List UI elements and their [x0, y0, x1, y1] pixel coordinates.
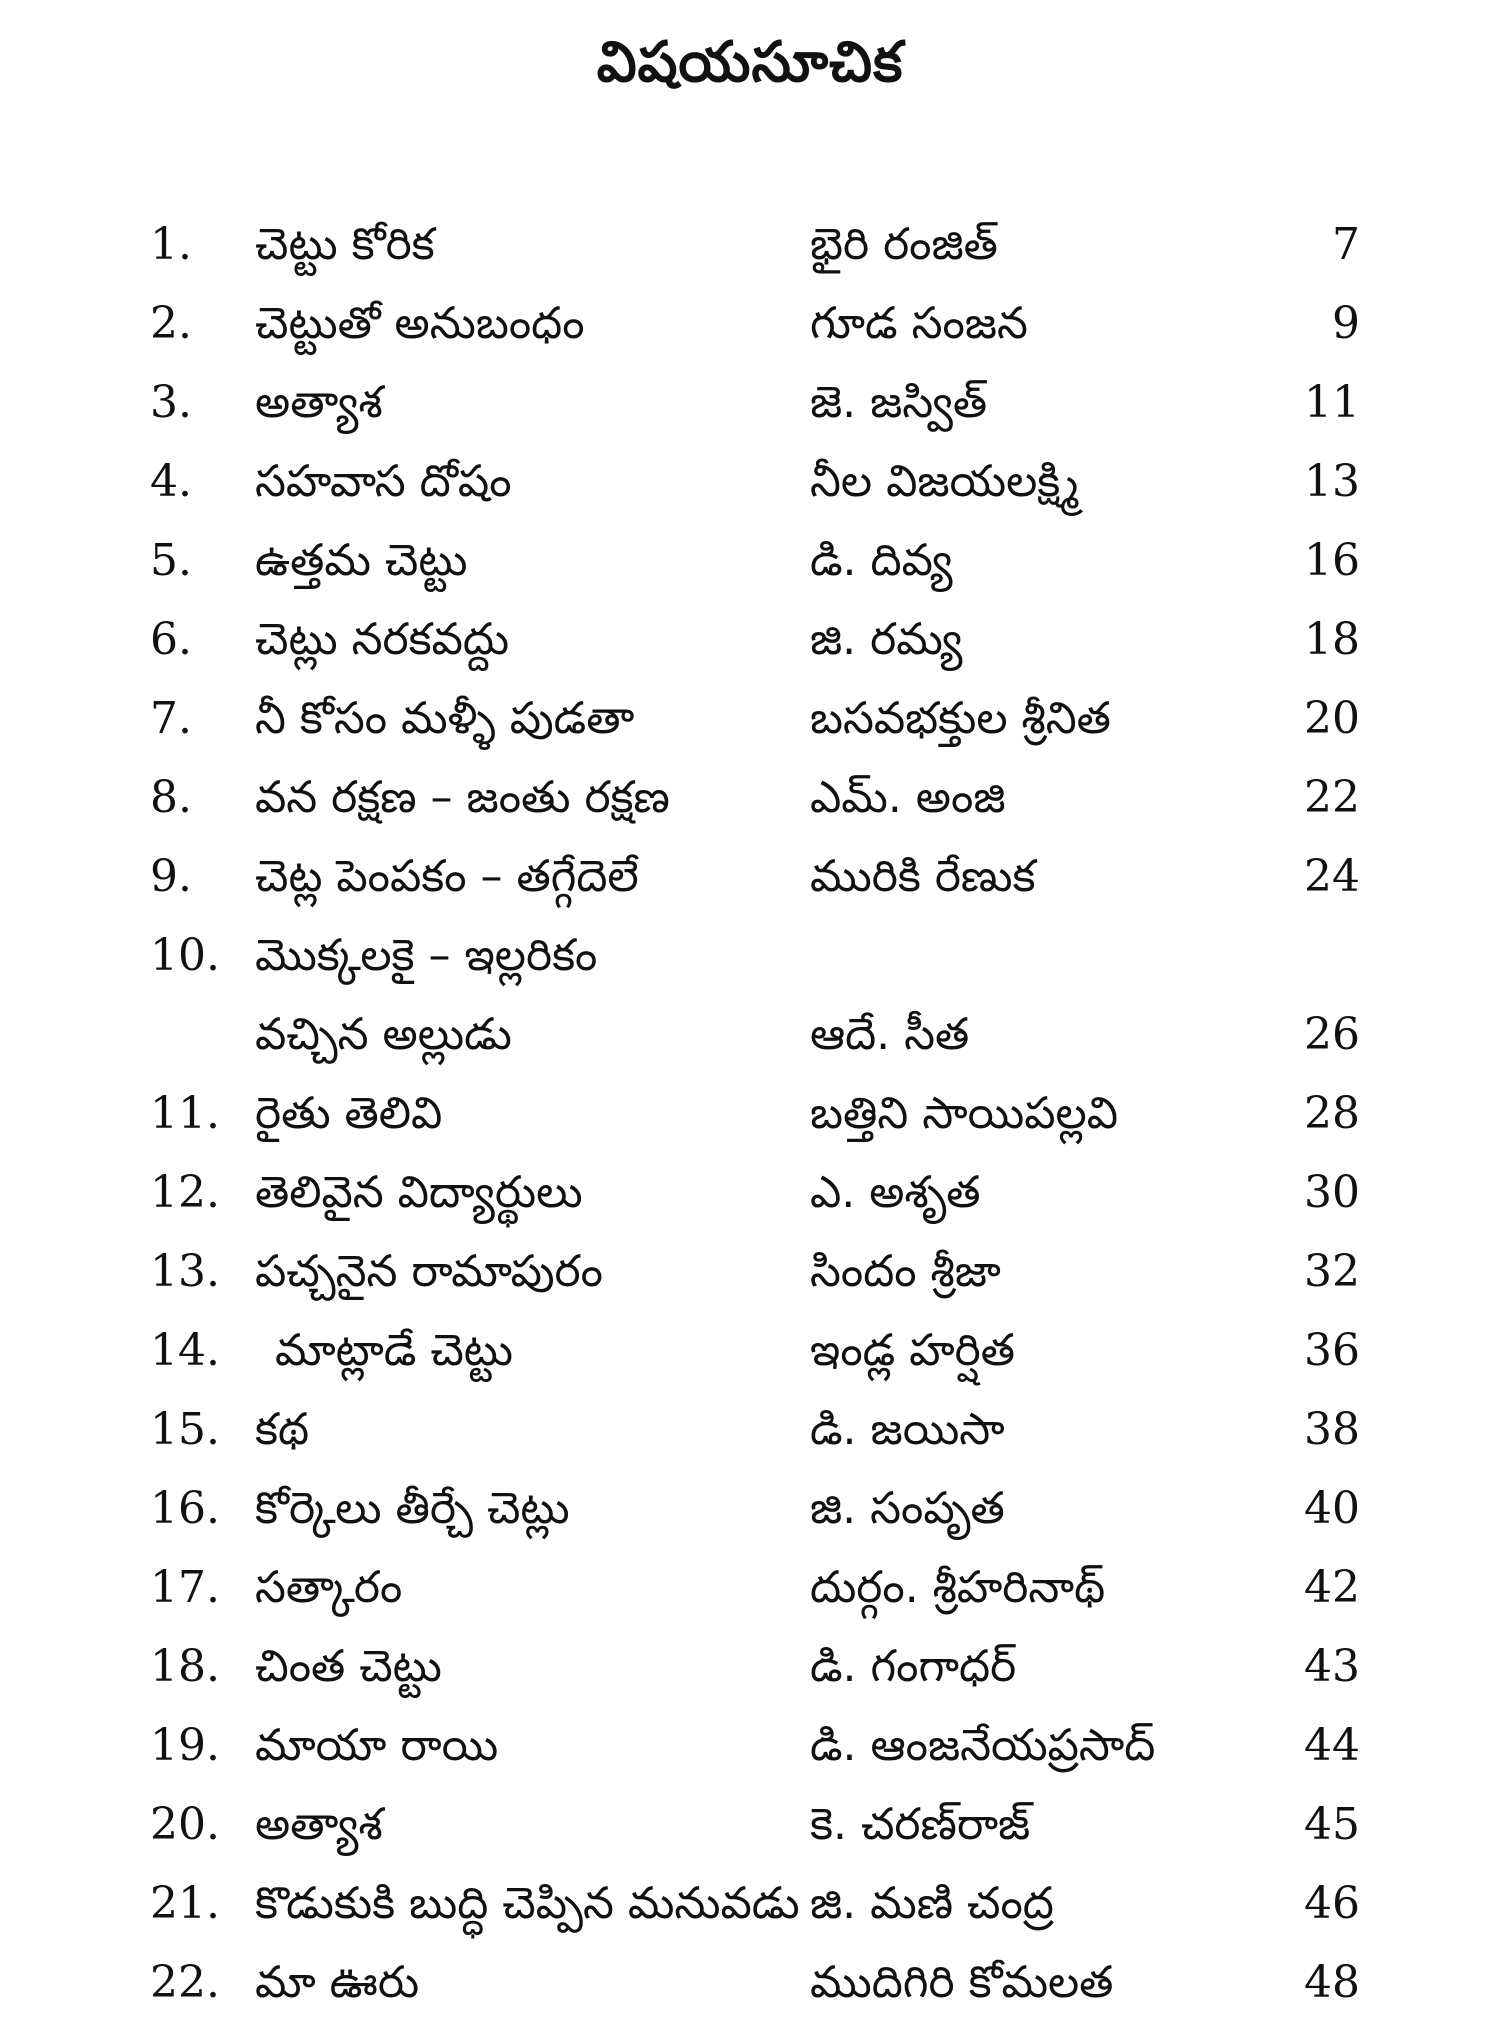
entry-number: 4.	[150, 456, 192, 507]
entry-number: 10.	[150, 930, 220, 981]
toc-row	[0, 284, 1500, 363]
entry-author: డి. ఆంజనేయప్రసాద్	[810, 1720, 1156, 1771]
entry-title: కొడుకుకి బుద్ధి చెప్పిన మనువడు	[255, 1878, 800, 1929]
entry-page: 32	[1304, 1246, 1360, 1297]
page-title: విషయసూచిక	[596, 30, 904, 95]
entry-title: చెట్ల పెంపకం – తగ్గేదెలే	[255, 851, 639, 902]
entry-page: 22	[1304, 772, 1360, 823]
entry-author: జి. సంపృత	[810, 1483, 1005, 1534]
entry-author: బసవభక్తుల శ్రీనిత	[810, 693, 1111, 744]
toc-row	[0, 837, 1500, 916]
entry-number: 16.	[150, 1483, 220, 1534]
entry-page: 18	[1304, 614, 1360, 665]
toc-row	[0, 1864, 1500, 1943]
toc-row	[0, 1785, 1500, 1864]
entry-author: భైరి రంజిత్	[810, 219, 998, 270]
entry-number: 14.	[150, 1325, 220, 1376]
entry-number: 19.	[150, 1720, 220, 1771]
entry-number: 11.	[150, 1088, 220, 1139]
entry-title: అత్యాశ	[255, 377, 383, 428]
entry-page: 43	[1304, 1641, 1360, 1692]
entry-title: తెలివైన విద్యార్థులు	[255, 1167, 583, 1218]
entry-number: 9.	[150, 851, 192, 902]
entry-title: మా ఊరు	[255, 1957, 420, 2008]
entry-title: కథ	[255, 1404, 310, 1455]
entry-title: ఉత్తమ చెట్టు	[255, 535, 468, 586]
entry-author: ఎ. అశృత	[810, 1167, 981, 1218]
entry-title: మాయా రాయి	[255, 1720, 499, 1771]
toc-row	[0, 521, 1500, 600]
toc-row	[0, 1706, 1500, 1785]
entry-author: మురికి రేణుక	[810, 851, 1036, 902]
entry-page: 45	[1304, 1799, 1360, 1850]
entry-page: 16	[1304, 535, 1360, 586]
entry-page: 30	[1304, 1167, 1360, 1218]
entry-author: బత్తిని సాయిపల్లవి	[810, 1088, 1118, 1139]
entry-author: ఇండ్ల హర్షిత	[810, 1325, 1015, 1376]
entry-number: 6.	[150, 614, 192, 665]
entry-title: కోర్కెలు తీర్చే చెట్లు	[255, 1483, 570, 1534]
toc-row	[0, 600, 1500, 679]
entry-author: గూడ సంజన	[810, 298, 1028, 349]
entry-author: జి. మణి చంద్ర	[810, 1878, 1054, 1929]
entry-author: నీల విజయలక్ష్మి	[810, 456, 1079, 507]
entry-page: 11	[1304, 377, 1360, 428]
entry-author: ఆదే. సీత	[810, 1009, 970, 1060]
entry-page: 7	[1332, 219, 1360, 270]
entry-page: 20	[1304, 693, 1360, 744]
entry-number: 2.	[150, 298, 192, 349]
entry-author: డి. దివ్య	[810, 535, 953, 586]
entry-number: 15.	[150, 1404, 220, 1455]
entry-number: 22.	[150, 1957, 220, 2008]
entry-title: పచ్చనైన రామాపురం	[255, 1246, 603, 1297]
entry-number: 17.	[150, 1562, 220, 1613]
entry-title: సహవాస దోషం	[255, 456, 512, 507]
toc-row-continuation	[0, 995, 1500, 1074]
toc-row	[0, 1311, 1500, 1390]
entry-number: 20.	[150, 1799, 220, 1850]
toc-row	[0, 1548, 1500, 1627]
entry-title: చింత చెట్టు	[255, 1641, 442, 1692]
toc-row	[0, 758, 1500, 837]
entry-page: 42	[1304, 1562, 1360, 1613]
entry-title: చెట్టు కోరిక	[255, 219, 435, 270]
toc-row	[0, 679, 1500, 758]
entry-title: మాట్లాడే చెట్టు	[275, 1325, 513, 1376]
entry-number: 13.	[150, 1246, 220, 1297]
entry-page: 44	[1304, 1720, 1360, 1771]
entry-title: సత్కారం	[255, 1562, 403, 1613]
entry-page: 28	[1304, 1088, 1360, 1139]
entry-number: 18.	[150, 1641, 220, 1692]
entry-author: ముదిగిరి కోమలత	[810, 1957, 1114, 2008]
entry-title: మొక్కలకై – ఇల్లరికం	[255, 930, 598, 981]
entry-page: 40	[1304, 1483, 1360, 1534]
entry-page: 36	[1304, 1325, 1360, 1376]
entry-author: జి. రమ్య	[810, 614, 963, 665]
entry-author: ఎమ్. అంజి	[810, 772, 1006, 823]
entry-page: 26	[1304, 1009, 1360, 1060]
entry-number: 8.	[150, 772, 192, 823]
entry-title: చెట్లు నరకవద్దు	[255, 614, 510, 665]
entry-title: చెట్టుతో అనుబంధం	[255, 298, 585, 349]
entry-number: 1.	[150, 219, 192, 270]
toc-row	[0, 916, 1500, 995]
toc-row	[0, 363, 1500, 442]
entry-page: 24	[1304, 851, 1360, 902]
toc-row	[0, 1943, 1500, 2022]
entry-title: అత్యాశ	[255, 1799, 383, 1850]
toc-row	[0, 1153, 1500, 1232]
toc-row	[0, 1390, 1500, 1469]
entry-author: డి. జయిసా	[810, 1404, 1005, 1455]
entry-author: దుర్గం. శ్రీహరినాథ్	[810, 1562, 1106, 1613]
entry-number: 7.	[150, 693, 192, 744]
entry-page: 48	[1304, 1957, 1360, 2008]
entry-author: జె. జస్విత్	[810, 377, 988, 428]
entry-number: 21.	[150, 1878, 220, 1929]
entry-page: 46	[1304, 1878, 1360, 1929]
toc-row	[0, 1627, 1500, 1706]
entry-number: 3.	[150, 377, 192, 428]
entry-page: 9	[1332, 298, 1360, 349]
entry-author: డి. గంగాధర్	[810, 1641, 1017, 1692]
entry-page: 13	[1304, 456, 1360, 507]
entry-page: 38	[1304, 1404, 1360, 1455]
toc-row	[0, 1469, 1500, 1548]
toc-row	[0, 1232, 1500, 1311]
entry-title: వచ్చిన అల్లుడు	[255, 1009, 512, 1060]
table-of-contents	[0, 205, 1500, 2022]
entry-number: 12.	[150, 1167, 220, 1218]
entry-author: సిందం శ్రీజా	[810, 1246, 1001, 1297]
entry-author: కె. చరణ్‌రాజ్	[810, 1799, 1031, 1850]
entry-number: 5.	[150, 535, 192, 586]
toc-row	[0, 205, 1500, 284]
toc-row	[0, 1074, 1500, 1153]
entry-title: నీ కోసం మళ్ళీ పుడతా	[255, 693, 635, 744]
entry-title: రైతు తెలివి	[255, 1088, 443, 1139]
toc-row	[0, 442, 1500, 521]
entry-title: వన రక్షణ – జంతు రక్షణ	[255, 772, 670, 823]
